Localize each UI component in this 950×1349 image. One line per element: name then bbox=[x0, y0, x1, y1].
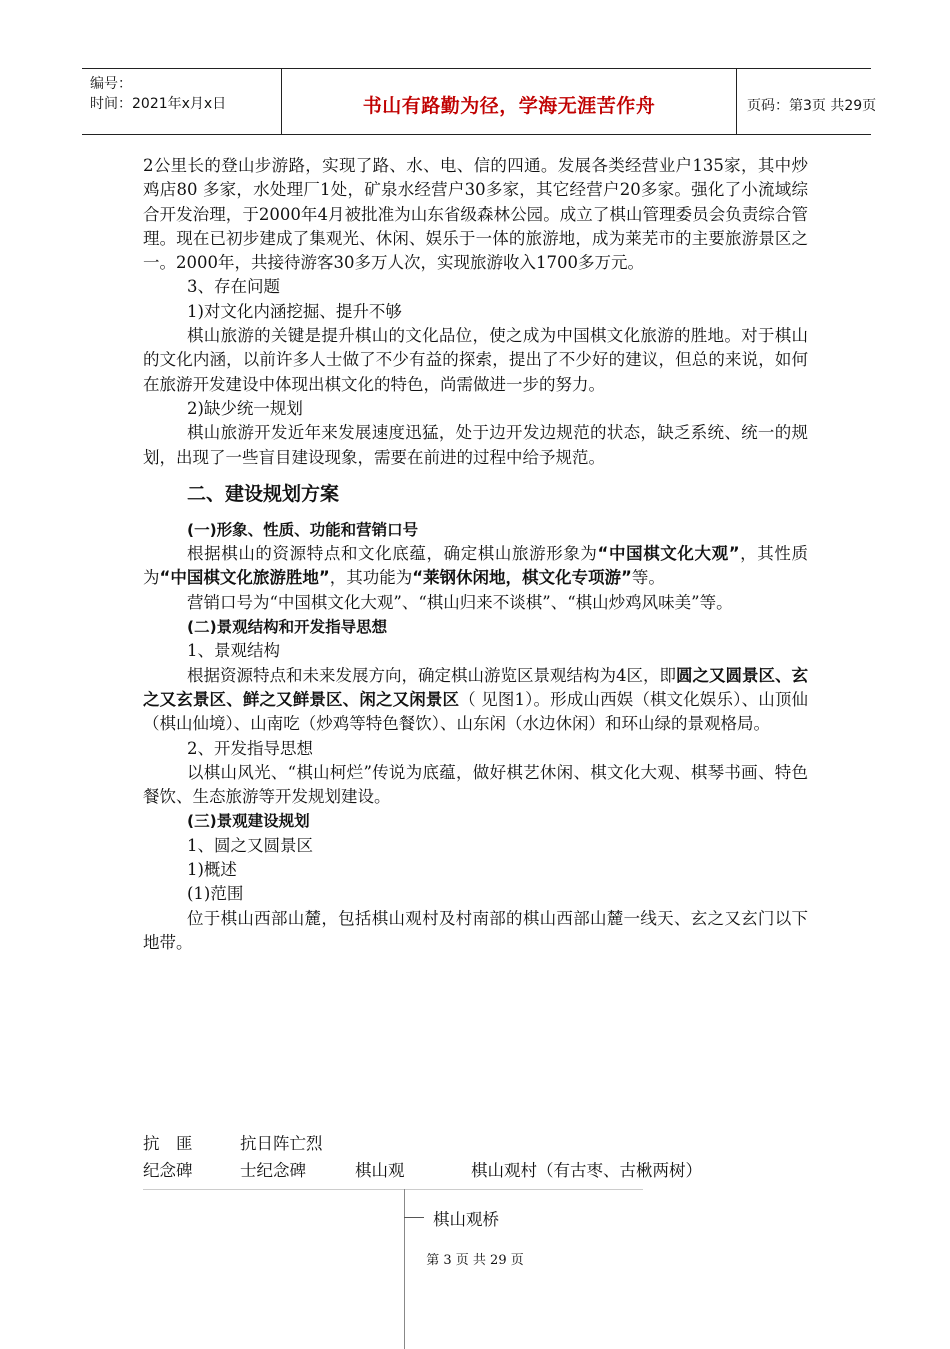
subsection-heading: 2、开发指导思想 bbox=[187, 738, 313, 758]
document-body bbox=[143, 154, 808, 955]
diagram-label: 抗 匪 bbox=[143, 1134, 193, 1153]
subsection-heading: 1)对文化内涵挖掘、提升不够 bbox=[187, 301, 402, 321]
diagram-label: 棋山观桥 bbox=[433, 1210, 499, 1229]
text-run: 根据资源特点和未来发展方向，确定棋山游览区景观结构为4区，即 bbox=[187, 665, 676, 685]
paragraph bbox=[143, 664, 808, 737]
document-number-label: 编号： bbox=[90, 76, 132, 92]
landscape-diagram bbox=[143, 1130, 843, 1344]
header-page-info: 页码：第3页 共29页 bbox=[747, 98, 877, 114]
header-page-cell bbox=[737, 69, 877, 134]
diagram-horizontal-line bbox=[143, 1189, 643, 1190]
diagram-connector bbox=[404, 1217, 424, 1218]
emphasis-text: 圆之又圆景区、玄之又玄景区、鲜之又鲜景区、闲之又闲景区 bbox=[143, 665, 808, 709]
diagram-label: 棋山观 bbox=[355, 1161, 405, 1180]
paragraph: 棋山旅游的关键是提升棋山的文化品位，使之成为中国棋文化旅游的胜地。对于棋山的文化内涵，以前许多人士做了不少有益的探索，提出了不少好的建议，但总的来说，如何在旅游开发建设中体现出棋文化的特色，尚需做进一步的努力。 bbox=[143, 326, 808, 394]
text-run: 根据棋山的资源特点和文化底蕴，确定棋山旅游形象为 bbox=[187, 544, 598, 564]
subsection-heading: 1、景观结构 bbox=[187, 641, 280, 661]
text-run: ，其性质为 bbox=[143, 544, 808, 588]
paragraph bbox=[143, 542, 808, 591]
header-meta-cell bbox=[82, 69, 282, 134]
header-motto-cell bbox=[282, 69, 737, 134]
emphasis-text: “莱钢休闲地，棋文化专项游” bbox=[412, 568, 632, 588]
chapter-heading: 二、建设规划方案 bbox=[187, 482, 340, 505]
diagram-label: 抗日阵亡烈 bbox=[240, 1134, 323, 1153]
subsection-heading: 1、圆之又圆景区 bbox=[187, 835, 313, 855]
subsection-heading: (1)范围 bbox=[187, 884, 244, 904]
page-header bbox=[82, 68, 877, 135]
paragraph: 棋山旅游开发近年来发展速度迅猛，处于边开发边规范的状态，缺乏系统、统一的规划，出现了一些盲目建设现象，需要在前进的过程中给予规范。 bbox=[143, 423, 808, 467]
section-heading: (三)景观建设规划 bbox=[187, 812, 310, 831]
text-run: 等。 bbox=[631, 568, 665, 588]
paragraph: 位于棋山西部山麓，包括棋山观村及村南部的棋山西部山麓一线天、玄之又玄门以下地带。 bbox=[143, 908, 808, 952]
paragraph: 营销口号为“中国棋文化大观”、“棋山归来不谈棋”、“棋山炒鸡风味美”等。 bbox=[187, 592, 733, 612]
document-time-label: 时间：2021年x月x日 bbox=[90, 96, 227, 112]
emphasis-text: “中国棋文化大观” bbox=[597, 544, 740, 564]
subsection-heading: 1)概述 bbox=[187, 860, 237, 880]
page-footer: 第 3 页 共 29 页 bbox=[426, 1253, 524, 1268]
emphasis-text: “中国棋文化旅游胜地” bbox=[159, 568, 330, 588]
section-heading: (二)景观结构和开发指导思想 bbox=[187, 618, 388, 637]
subsection-heading: 2)缺少统一规划 bbox=[187, 398, 303, 418]
paragraph: 2公里长的登山步游路，实现了路、水、电、信的四通。发展各类经营业户135家，其中炒鸡店80 多家，水处理厂1处，矿泉水经营户30多家，其它经营户20多家。强化了小流域综合开发治理，于2000年4月被批准为山东省级森林公园。成立了棋山管理委员会负责综合管理。现在已初步建成了集观光、休闲、娱乐于一体的旅游地，成为莱芜市的主要旅游景区之一。2000年，共接待游客30多万人次，实现旅游收入1700多万元。 bbox=[143, 156, 808, 273]
diagram-label: 棋山观村（有古枣、古楸两树） bbox=[471, 1161, 702, 1180]
header-motto: 书山有路勤为径，学海无涯苦作舟 bbox=[362, 95, 656, 117]
text-run: （ 见图1）。形成山西娱（棋文化娱乐）、山顶仙（棋山仙境）、山南吃（炒鸡等特色餐饮）、山东闲（水边休闲）和环山绿的景观格局。 bbox=[143, 689, 808, 734]
paragraph: 以棋山风光、“棋山柯烂”传说为底蕴，做好棋艺休闲、棋文化大观、棋琴书画、特色餐饮、生态旅游等开发规划建设。 bbox=[143, 762, 808, 807]
diagram-label: 纪念碑 bbox=[143, 1161, 193, 1180]
diagram-label: 士纪念碑 bbox=[240, 1161, 306, 1180]
diagram-vertical-line bbox=[404, 1189, 405, 1349]
section-heading: 3、存在问题 bbox=[187, 277, 280, 297]
section-heading: (一)形象、性质、功能和营销口号 bbox=[187, 520, 419, 539]
text-run: ，其功能为 bbox=[329, 568, 413, 588]
